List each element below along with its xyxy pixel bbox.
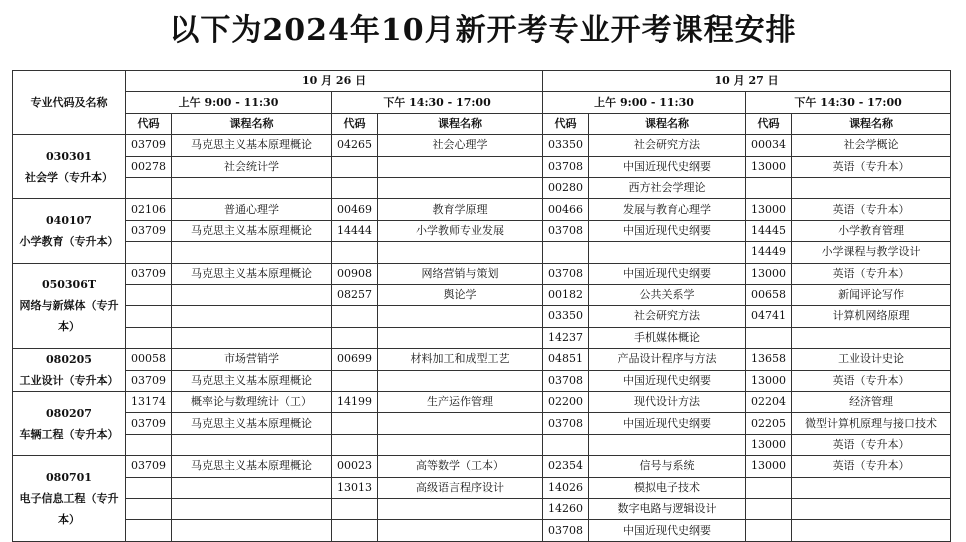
course-name: 英语（专升本） bbox=[792, 199, 951, 220]
course-name: 市场营销学 bbox=[172, 349, 332, 371]
course-code: 03709 bbox=[126, 263, 172, 284]
course-code bbox=[126, 242, 172, 263]
course-code: 02200 bbox=[543, 392, 589, 413]
course-name: 中国近现代史纲要 bbox=[589, 220, 746, 241]
table-row bbox=[13, 456, 951, 477]
major-code: 080701 bbox=[46, 471, 92, 485]
course-code bbox=[332, 520, 378, 541]
course-code bbox=[332, 177, 378, 198]
day-header: 10 月 26 日 bbox=[126, 71, 543, 92]
course-code bbox=[332, 370, 378, 392]
table-row bbox=[13, 306, 951, 327]
course-code bbox=[126, 284, 172, 305]
course-code bbox=[126, 327, 172, 348]
table-row bbox=[13, 199, 951, 220]
course-name: 马克思主义基本原理概论 bbox=[172, 220, 332, 241]
course-name: 数字电路与逻辑设计 bbox=[589, 499, 746, 520]
course-code bbox=[746, 477, 792, 498]
course-name: 材料加工和成型工艺 bbox=[378, 349, 543, 371]
course-code bbox=[332, 434, 378, 455]
course-code bbox=[332, 327, 378, 348]
course-code: 03708 bbox=[543, 413, 589, 434]
session-header: 上午 9:00 - 11:30 bbox=[543, 92, 746, 113]
major-name: 工业设计（专升本） bbox=[19, 374, 119, 388]
course-name: 社会学概论 bbox=[792, 135, 951, 156]
course-name: 中国近现代史纲要 bbox=[589, 370, 746, 392]
course-code: 13174 bbox=[126, 392, 172, 413]
course-code: 04741 bbox=[746, 306, 792, 327]
course-name: 小学教育管理 bbox=[792, 220, 951, 241]
course-column-header: 课程名称 bbox=[172, 113, 332, 134]
course-code: 02204 bbox=[746, 392, 792, 413]
course-name bbox=[378, 499, 543, 520]
major-code: 080205 bbox=[46, 353, 92, 367]
course-name: 中国近现代史纲要 bbox=[589, 520, 746, 541]
course-name: 计算机网络原理 bbox=[792, 306, 951, 327]
course-name bbox=[589, 434, 746, 455]
course-code bbox=[746, 499, 792, 520]
course-name bbox=[172, 284, 332, 305]
course-code: 03709 bbox=[126, 413, 172, 434]
course-name: 经济管理 bbox=[792, 392, 951, 413]
course-name: 马克思主义基本原理概论 bbox=[172, 456, 332, 477]
course-code: 03709 bbox=[126, 135, 172, 156]
course-code bbox=[332, 242, 378, 263]
major-cell bbox=[13, 392, 126, 456]
course-name bbox=[172, 327, 332, 348]
table-row bbox=[13, 284, 951, 305]
major-cell bbox=[13, 199, 126, 263]
course-code: 00182 bbox=[543, 284, 589, 305]
course-name: 马克思主义基本原理概论 bbox=[172, 413, 332, 434]
course-code bbox=[746, 177, 792, 198]
course-code: 00034 bbox=[746, 135, 792, 156]
table-row bbox=[13, 135, 951, 156]
course-name: 社会统计学 bbox=[172, 156, 332, 177]
course-name: 马克思主义基本原理概论 bbox=[172, 135, 332, 156]
course-name: 微型计算机原理与接口技术 bbox=[792, 413, 951, 434]
course-name bbox=[792, 520, 951, 541]
table-row bbox=[13, 327, 951, 348]
table-row bbox=[13, 177, 951, 198]
session-header: 下午 14:30 - 17:00 bbox=[332, 92, 543, 113]
course-code bbox=[126, 499, 172, 520]
course-code: 14444 bbox=[332, 220, 378, 241]
table-row bbox=[13, 413, 951, 434]
session-header: 上午 9:00 - 11:30 bbox=[126, 92, 332, 113]
course-name: 发展与教育心理学 bbox=[589, 199, 746, 220]
course-column-header: 课程名称 bbox=[378, 113, 543, 134]
course-name bbox=[378, 370, 543, 392]
course-name: 新闻评论写作 bbox=[792, 284, 951, 305]
course-name bbox=[172, 434, 332, 455]
course-name bbox=[172, 477, 332, 498]
table-row bbox=[13, 392, 951, 413]
table-row bbox=[13, 434, 951, 455]
course-code bbox=[332, 413, 378, 434]
course-code: 14237 bbox=[543, 327, 589, 348]
course-name bbox=[378, 434, 543, 455]
course-code bbox=[126, 477, 172, 498]
course-name bbox=[378, 177, 543, 198]
major-code: 040107 bbox=[46, 213, 92, 227]
table-row bbox=[13, 242, 951, 263]
course-name: 社会心理学 bbox=[378, 135, 543, 156]
course-column-header: 课程名称 bbox=[792, 113, 951, 134]
major-column-header: 专业代码及名称 bbox=[13, 71, 126, 135]
course-name: 英语（专升本） bbox=[792, 263, 951, 284]
table-row bbox=[13, 220, 951, 241]
course-code: 00058 bbox=[126, 349, 172, 371]
course-code: 03709 bbox=[126, 370, 172, 392]
course-name: 英语（专升本） bbox=[792, 156, 951, 177]
course-name: 小学课程与教学设计 bbox=[792, 242, 951, 263]
major-name: 社会学（专升本） bbox=[25, 170, 113, 184]
course-code: 03350 bbox=[543, 306, 589, 327]
major-name: 小学教育（专升本） bbox=[19, 234, 119, 248]
course-name: 现代设计方法 bbox=[589, 392, 746, 413]
course-code: 13013 bbox=[332, 477, 378, 498]
course-code bbox=[126, 434, 172, 455]
course-code: 14026 bbox=[543, 477, 589, 498]
course-name: 社会研究方法 bbox=[589, 306, 746, 327]
course-name bbox=[378, 413, 543, 434]
major-cell bbox=[13, 456, 126, 542]
course-name: 工业设计史论 bbox=[792, 349, 951, 371]
course-code: 13000 bbox=[746, 199, 792, 220]
course-code: 00278 bbox=[126, 156, 172, 177]
course-code: 03708 bbox=[543, 520, 589, 541]
course-code bbox=[746, 520, 792, 541]
course-code: 03708 bbox=[543, 370, 589, 392]
course-code: 13000 bbox=[746, 156, 792, 177]
course-name: 手机媒体概论 bbox=[589, 327, 746, 348]
course-name: 社会研究方法 bbox=[589, 135, 746, 156]
course-code bbox=[746, 327, 792, 348]
course-name: 舆论学 bbox=[378, 284, 543, 305]
major-name: 车辆工程（专升本） bbox=[19, 427, 119, 441]
course-name bbox=[792, 177, 951, 198]
course-name: 普通心理学 bbox=[172, 199, 332, 220]
table-row bbox=[13, 156, 951, 177]
course-code: 00469 bbox=[332, 199, 378, 220]
course-name bbox=[589, 242, 746, 263]
course-name: 小学教师专业发展 bbox=[378, 220, 543, 241]
course-name: 概率论与数理统计（工） bbox=[172, 392, 332, 413]
course-code: 00908 bbox=[332, 263, 378, 284]
course-code: 02106 bbox=[126, 199, 172, 220]
course-name: 高级语言程序设计 bbox=[378, 477, 543, 498]
course-name: 生产运作管理 bbox=[378, 392, 543, 413]
course-code: 02354 bbox=[543, 456, 589, 477]
course-name bbox=[792, 477, 951, 498]
course-name: 马克思主义基本原理概论 bbox=[172, 263, 332, 284]
course-name: 模拟电子技术 bbox=[589, 477, 746, 498]
exam-schedule-table bbox=[12, 70, 951, 542]
code-column-header: 代码 bbox=[543, 113, 589, 134]
major-code: 080207 bbox=[46, 406, 92, 420]
course-code: 04265 bbox=[332, 135, 378, 156]
course-name: 中国近现代史纲要 bbox=[589, 413, 746, 434]
course-code: 14449 bbox=[746, 242, 792, 263]
course-code: 00699 bbox=[332, 349, 378, 371]
course-name bbox=[378, 327, 543, 348]
major-cell bbox=[13, 349, 126, 392]
course-name bbox=[172, 520, 332, 541]
table-row bbox=[13, 349, 951, 371]
course-code: 14260 bbox=[543, 499, 589, 520]
code-column-header: 代码 bbox=[126, 113, 172, 134]
course-code bbox=[126, 306, 172, 327]
course-name bbox=[792, 499, 951, 520]
table-row bbox=[13, 477, 951, 498]
major-cell bbox=[13, 135, 126, 199]
course-name: 英语（专升本） bbox=[792, 434, 951, 455]
course-code: 13000 bbox=[746, 370, 792, 392]
major-code: 050306T bbox=[41, 278, 97, 292]
session-header: 下午 14:30 - 17:00 bbox=[746, 92, 951, 113]
course-code bbox=[332, 306, 378, 327]
course-name: 产品设计程序与方法 bbox=[589, 349, 746, 371]
course-code: 14445 bbox=[746, 220, 792, 241]
course-name: 中国近现代史纲要 bbox=[589, 156, 746, 177]
course-name: 公共关系学 bbox=[589, 284, 746, 305]
day-header: 10 月 27 日 bbox=[543, 71, 951, 92]
course-name: 中国近现代史纲要 bbox=[589, 263, 746, 284]
page-title: 以下为2024年10月新开考专业开考课程安排 bbox=[169, 13, 797, 48]
table-row bbox=[13, 499, 951, 520]
course-name bbox=[378, 156, 543, 177]
course-name: 教育学原理 bbox=[378, 199, 543, 220]
course-code: 13000 bbox=[746, 263, 792, 284]
course-name: 英语（专升本） bbox=[792, 456, 951, 477]
course-name bbox=[378, 520, 543, 541]
major-name: 电子信息工程（专升本） bbox=[19, 492, 119, 527]
course-code bbox=[332, 156, 378, 177]
course-code: 08257 bbox=[332, 284, 378, 305]
course-code: 02205 bbox=[746, 413, 792, 434]
course-code: 13658 bbox=[746, 349, 792, 371]
course-name bbox=[378, 306, 543, 327]
course-code: 14199 bbox=[332, 392, 378, 413]
course-code: 00658 bbox=[746, 284, 792, 305]
course-name bbox=[172, 306, 332, 327]
schedule-body bbox=[13, 135, 951, 542]
course-code: 00023 bbox=[332, 456, 378, 477]
course-name: 信号与系统 bbox=[589, 456, 746, 477]
course-name bbox=[792, 327, 951, 348]
code-column-header: 代码 bbox=[746, 113, 792, 134]
course-name bbox=[172, 242, 332, 263]
course-code: 00466 bbox=[543, 199, 589, 220]
course-column-header: 课程名称 bbox=[589, 113, 746, 134]
course-code: 03350 bbox=[543, 135, 589, 156]
course-name: 马克思主义基本原理概论 bbox=[172, 370, 332, 392]
course-code: 03709 bbox=[126, 220, 172, 241]
table-row bbox=[13, 520, 951, 541]
table-row bbox=[13, 263, 951, 284]
course-code: 13000 bbox=[746, 434, 792, 455]
course-name bbox=[172, 177, 332, 198]
course-code bbox=[332, 499, 378, 520]
major-code: 030301 bbox=[46, 149, 92, 163]
code-column-header: 代码 bbox=[332, 113, 378, 134]
course-name: 高等数学（工本） bbox=[378, 456, 543, 477]
major-name: 网络与新媒体（专升本） bbox=[19, 299, 119, 334]
course-code: 03708 bbox=[543, 156, 589, 177]
course-name: 英语（专升本） bbox=[792, 370, 951, 392]
course-code: 03708 bbox=[543, 263, 589, 284]
course-name: 西方社会学理论 bbox=[589, 177, 746, 198]
course-code bbox=[543, 242, 589, 263]
course-code: 13000 bbox=[746, 456, 792, 477]
course-code: 03708 bbox=[543, 220, 589, 241]
table-row bbox=[13, 370, 951, 392]
course-name bbox=[378, 242, 543, 263]
major-cell bbox=[13, 263, 126, 349]
course-code bbox=[543, 434, 589, 455]
course-code bbox=[126, 520, 172, 541]
course-code: 04851 bbox=[543, 349, 589, 371]
course-code: 00280 bbox=[543, 177, 589, 198]
course-name: 网络营销与策划 bbox=[378, 263, 543, 284]
course-code: 03709 bbox=[126, 456, 172, 477]
course-code bbox=[126, 177, 172, 198]
course-name bbox=[172, 499, 332, 520]
